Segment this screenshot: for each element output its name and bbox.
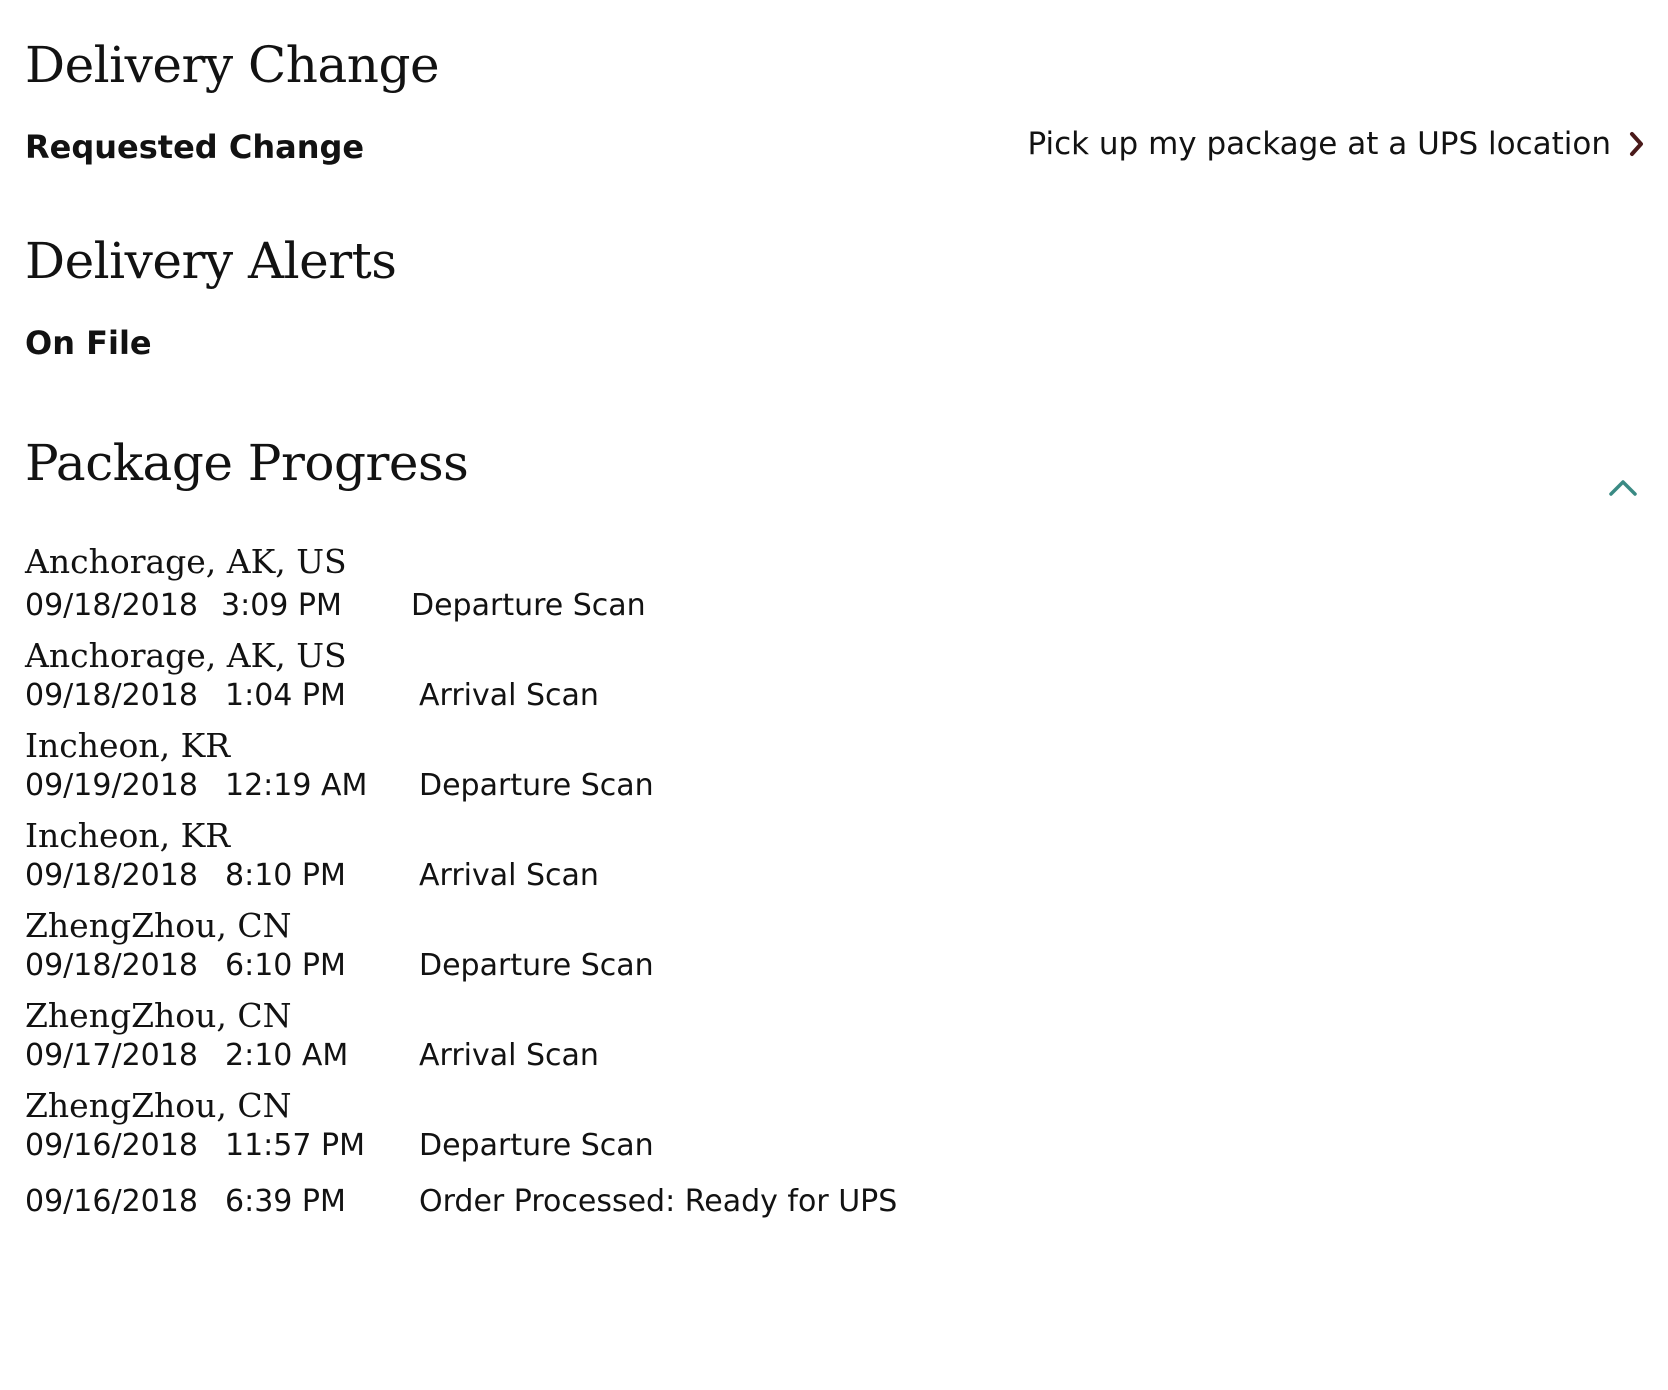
event-date: 09/16/2018	[25, 1184, 198, 1219]
delivery-change-title: Delivery Change	[25, 36, 440, 94]
requested-change-label: Requested Change	[25, 128, 365, 166]
collapse-progress-button[interactable]	[1605, 472, 1641, 502]
event-date: 09/18/2018	[25, 678, 198, 713]
progress-event	[25, 816, 599, 896]
progress-event	[25, 726, 654, 806]
event-location: Incheon, KR	[25, 816, 231, 855]
event-details	[25, 766, 654, 806]
event-description: Arrival Scan	[419, 1038, 599, 1073]
progress-event	[25, 542, 646, 626]
event-date: 09/18/2018	[25, 588, 198, 623]
alerts-status: On File	[25, 324, 152, 362]
event-description: Departure Scan	[419, 1128, 654, 1163]
event-location: Anchorage, AK, US	[25, 636, 347, 675]
event-location: ZhengZhou, CN	[25, 1086, 292, 1125]
event-location: Incheon, KR	[25, 726, 231, 765]
event-date: 09/19/2018	[25, 768, 198, 803]
event-time: 2:10 AM	[225, 1038, 349, 1073]
chevron-right-icon	[1629, 131, 1645, 157]
event-location: ZhengZhou, CN	[25, 996, 292, 1035]
delivery-alerts-title: Delivery Alerts	[25, 232, 397, 290]
pickup-link-label: Pick up my package at a UPS location	[1027, 126, 1611, 162]
event-description: Departure Scan	[419, 768, 654, 803]
event-time: 11:57 PM	[225, 1128, 365, 1163]
event-time: 6:39 PM	[225, 1184, 346, 1219]
event-time: 6:10 PM	[225, 948, 346, 983]
event-details	[25, 676, 599, 716]
event-description: Order Processed: Ready for UPS	[419, 1184, 898, 1219]
event-date: 09/18/2018	[25, 858, 198, 893]
event-location: Anchorage, AK, US	[25, 542, 347, 581]
event-location: ZhengZhou, CN	[25, 906, 292, 945]
chevron-up-icon	[1605, 489, 1641, 506]
event-description: Departure Scan	[411, 588, 646, 623]
progress-event	[25, 636, 599, 716]
event-description: Arrival Scan	[419, 678, 599, 713]
event-details	[25, 856, 599, 896]
pickup-ups-location-link[interactable]	[1027, 126, 1645, 162]
event-date: 09/17/2018	[25, 1038, 198, 1073]
package-progress-title: Package Progress	[25, 434, 469, 492]
event-description: Arrival Scan	[419, 858, 599, 893]
event-date: 09/16/2018	[25, 1128, 198, 1163]
event-details	[25, 1036, 599, 1076]
event-time: 3:09 PM	[221, 588, 342, 623]
event-time: 12:19 AM	[225, 768, 368, 803]
event-details	[25, 1126, 654, 1166]
progress-event	[25, 1086, 654, 1166]
event-date: 09/18/2018	[25, 948, 198, 983]
event-details	[25, 586, 646, 626]
event-time: 8:10 PM	[225, 858, 346, 893]
progress-event	[25, 996, 599, 1076]
event-time: 1:04 PM	[225, 678, 346, 713]
event-details	[25, 946, 654, 986]
event-description: Departure Scan	[419, 948, 654, 983]
progress-event	[25, 906, 654, 986]
